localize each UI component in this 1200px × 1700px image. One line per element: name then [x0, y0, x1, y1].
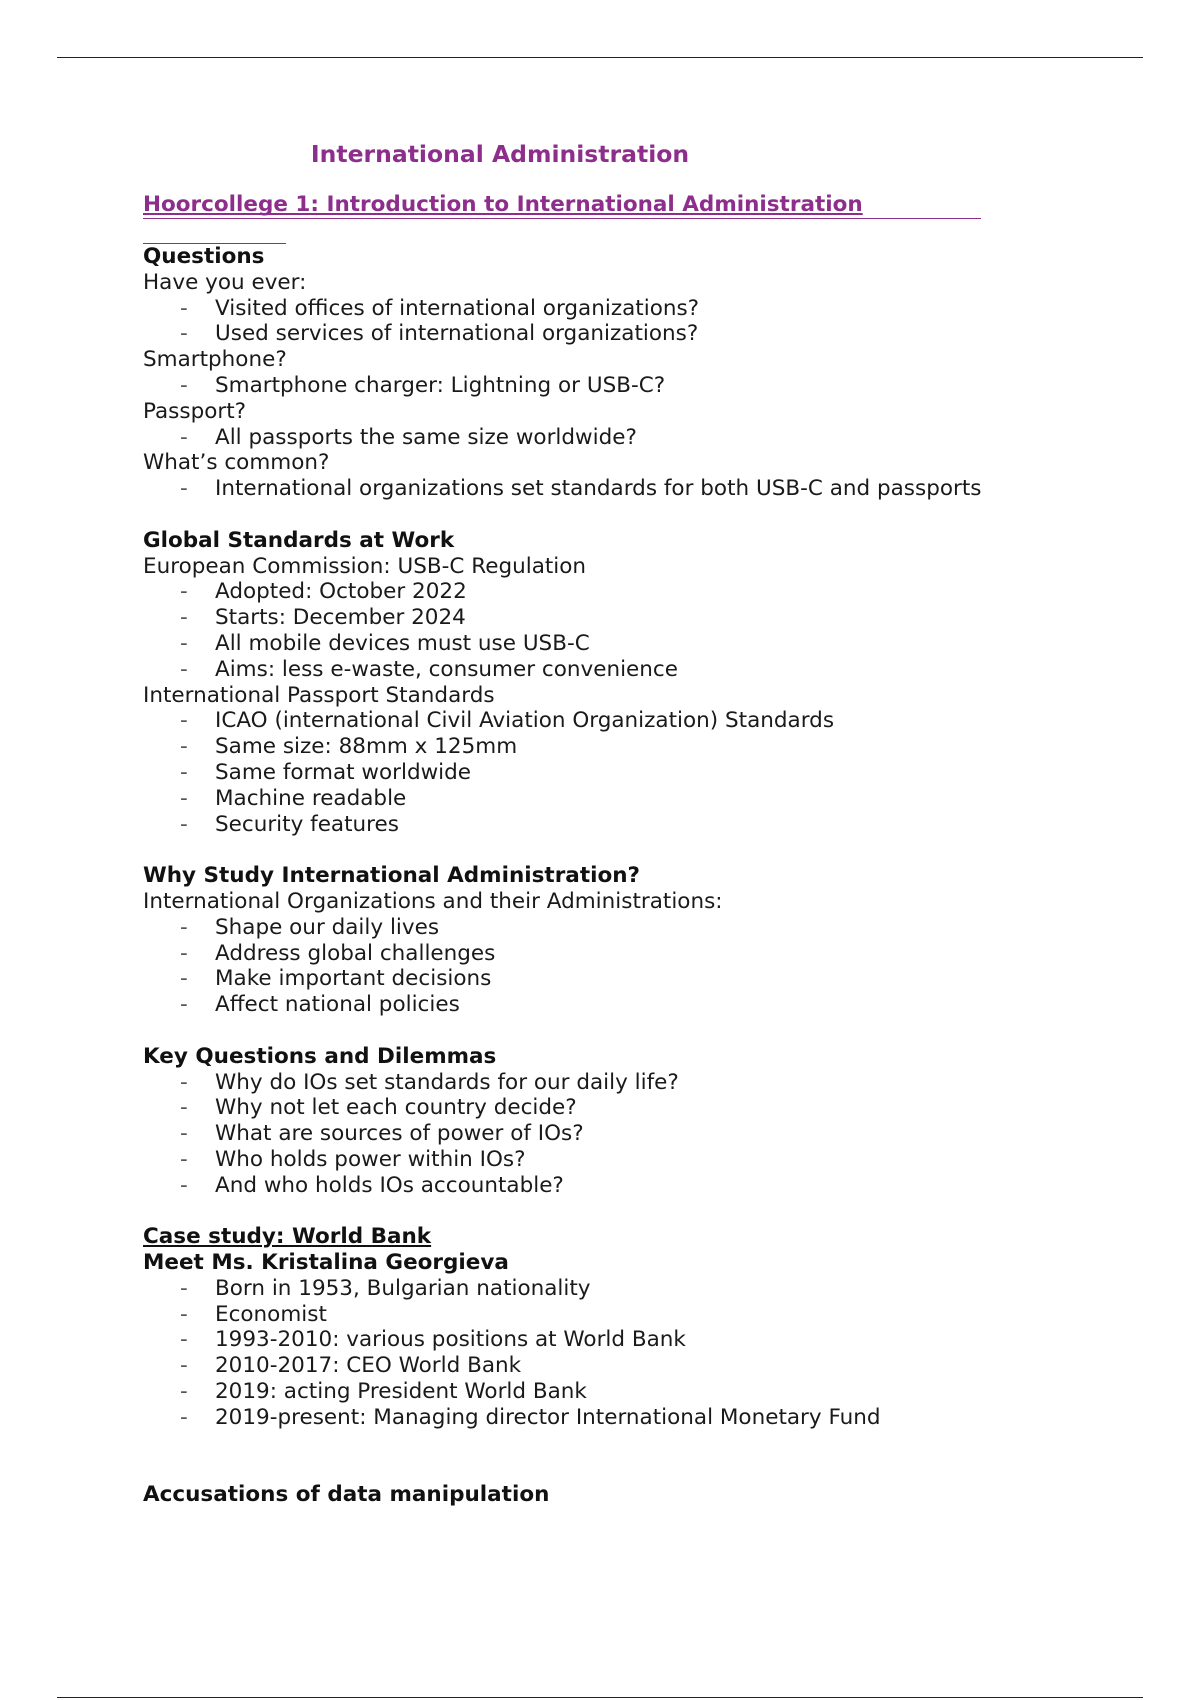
bullet-dash: -	[180, 811, 188, 837]
smartphone-list	[143, 373, 1043, 399]
list-item: - International organizations set standards for both USB-C and passports	[180, 476, 982, 502]
eu-regulation-label: European Commission: USB-C Regulation	[143, 553, 587, 579]
list-item: - And who holds IOs accountable?	[180, 1172, 564, 1198]
global-standards-heading: Global Standards at Work	[143, 527, 455, 553]
list-item: - 2010-2017: CEO World Bank	[180, 1353, 522, 1379]
bullet-dash: -	[180, 914, 188, 940]
list-item: - 1993-2010: various positions at World Bank	[180, 1327, 686, 1353]
lecture-heading: Hoorcollege 1: Introduction to International Administration	[143, 192, 981, 219]
bullet-dash: -	[180, 785, 188, 811]
questions-section	[143, 244, 1043, 502]
questions-heading: Questions	[143, 244, 265, 269]
why-study-intro: International Organizations and their Administrations:	[143, 888, 723, 914]
list-item: - Economist	[180, 1301, 327, 1327]
list-item: - All passports the same size worldwide?	[180, 424, 637, 450]
list-item: - Make important decisions	[180, 966, 492, 992]
passport-label: Passport?	[143, 398, 247, 424]
footer-rule	[57, 1697, 1143, 1698]
key-questions-list	[143, 1070, 1043, 1199]
list-item: - Starts: December 2024	[180, 605, 466, 631]
bullet-dash: -	[180, 295, 188, 321]
bullet-dash: -	[180, 940, 188, 966]
passport-standards-label: International Passport Standards	[143, 682, 495, 708]
case-study-subheading: Meet Ms. Kristalina Georgieva	[143, 1250, 509, 1276]
spacer	[143, 502, 1043, 528]
passport-list	[143, 425, 1043, 451]
bullet-dash: -	[180, 992, 188, 1018]
bullet-dash: -	[180, 1327, 188, 1353]
list-item: - ICAO (international Civil Aviation Organization) Standards	[180, 708, 835, 734]
case-study-heading: Case study: World Bank	[143, 1224, 432, 1250]
bullet-dash: -	[180, 1172, 188, 1198]
bullet-dash: -	[180, 605, 188, 631]
list-item: - Shape our daily lives	[180, 914, 440, 940]
list-item: - Born in 1953, Bulgarian nationality	[180, 1275, 591, 1301]
accusations-section	[143, 1482, 1043, 1508]
spacer	[143, 1198, 1043, 1224]
bullet-dash: -	[180, 372, 188, 398]
list-item: - What are sources of power of IOs?	[180, 1121, 584, 1147]
list-item: - Smartphone charger: Lightning or USB-C?	[180, 372, 666, 398]
bullet-dash: -	[180, 424, 188, 450]
list-item: - Machine readable	[180, 785, 407, 811]
list-item: - Address global challenges	[180, 940, 496, 966]
bullet-dash: -	[180, 476, 188, 502]
bullet-dash: -	[180, 656, 188, 682]
list-item: - Same size: 88mm x 125mm	[180, 734, 518, 760]
list-item: - Aims: less e-waste, consumer convenience	[180, 656, 678, 682]
bullet-dash: -	[180, 1353, 188, 1379]
bullet-dash: -	[180, 1146, 188, 1172]
list-item: - Who holds power within IOs?	[180, 1146, 526, 1172]
passport-standards-list	[143, 708, 1043, 837]
have-you-ever-label: Have you ever:	[143, 269, 307, 295]
why-study-heading: Why Study International Administration?	[143, 863, 641, 889]
bullet-dash: -	[180, 708, 188, 734]
why-study-list	[143, 915, 1043, 1018]
bullet-dash: -	[180, 1404, 188, 1430]
document-body	[143, 140, 1043, 1508]
list-item: - Same format worldwide	[180, 759, 472, 785]
have-you-ever-list	[143, 296, 1043, 348]
bullet-dash: -	[180, 759, 188, 785]
bullet-dash: -	[180, 1275, 188, 1301]
bullet-dash: -	[180, 321, 188, 347]
list-item: - Why do IOs set standards for our daily life?	[180, 1069, 679, 1095]
header-rule	[57, 57, 1143, 58]
list-item: - 2019: acting President World Bank	[180, 1379, 587, 1405]
accusations-heading: Accusations of data manipulation	[143, 1482, 550, 1508]
list-item: - 2019-present: Managing director International Monetary Fund	[180, 1404, 881, 1430]
bullet-dash: -	[180, 734, 188, 760]
list-item: - Security features	[180, 811, 399, 837]
spacer	[143, 837, 1043, 863]
whats-common-list	[143, 476, 1043, 502]
list-item: - Used services of international organizations?	[180, 321, 699, 347]
global-standards-section	[143, 528, 1043, 838]
lecture-heading-block	[143, 192, 1043, 244]
list-item: - Affect national policies	[180, 992, 460, 1018]
case-study-list	[143, 1276, 1043, 1431]
key-questions-heading: Key Questions and Dilemmas	[143, 1043, 497, 1069]
list-item: - Visited offices of international organizations?	[180, 295, 700, 321]
list-item: - All mobile devices must use USB-C	[180, 630, 590, 656]
list-item: - Why not let each country decide?	[180, 1095, 577, 1121]
key-questions-section	[143, 1044, 1043, 1199]
smartphone-label: Smartphone?	[143, 347, 287, 373]
bullet-dash: -	[180, 1301, 188, 1327]
bullet-dash: -	[180, 579, 188, 605]
bullet-dash: -	[180, 1379, 188, 1405]
bullet-dash: -	[180, 966, 188, 992]
spacer	[143, 1018, 1043, 1044]
bullet-dash: -	[180, 1069, 188, 1095]
why-study-section	[143, 863, 1043, 1018]
case-study-section	[143, 1224, 1043, 1430]
spacer	[143, 1431, 1043, 1483]
bullet-dash: -	[180, 1095, 188, 1121]
document-title: International Administration	[310, 140, 690, 168]
list-item: - Adopted: October 2022	[180, 579, 467, 605]
bullet-dash: -	[180, 1121, 188, 1147]
eu-regulation-list	[143, 579, 1043, 682]
bullet-dash: -	[180, 630, 188, 656]
whats-common-label: What’s common?	[143, 450, 330, 476]
